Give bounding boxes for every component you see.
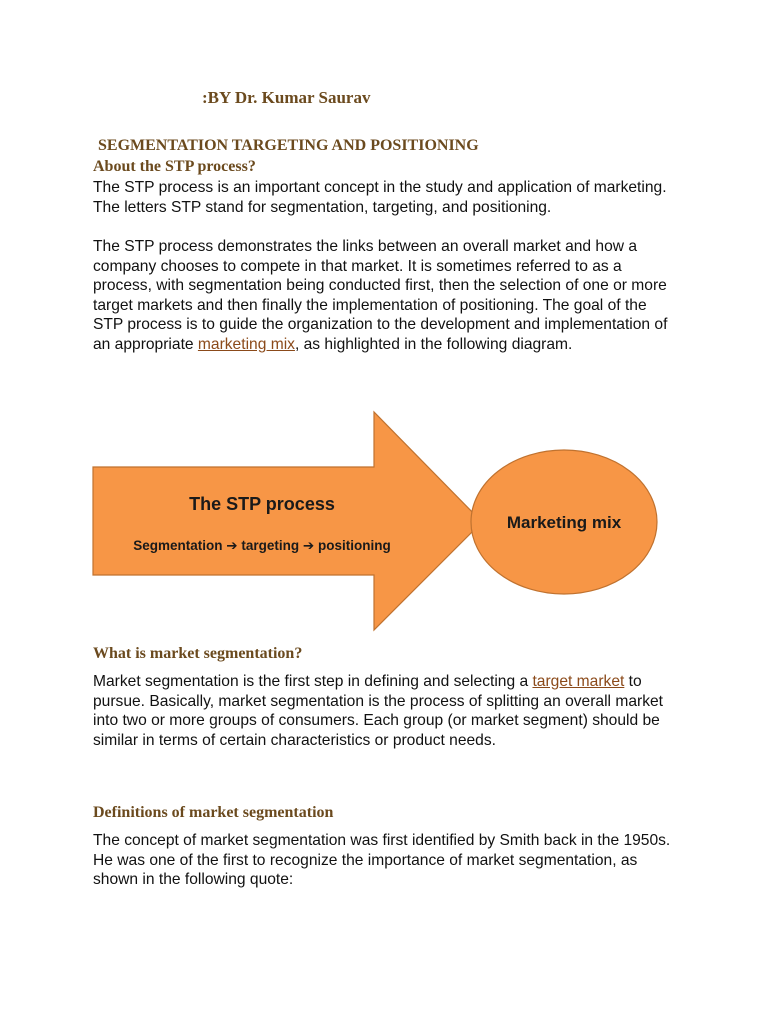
arrow-title: The STP process [189, 494, 335, 514]
definitions-paragraph: The concept of market segmentation was first identified by Smith back in the 1950s. He was one of the first to recognize the importance of market segmentation, as shown in the following quote: [93, 832, 671, 889]
stp-heading: About the STP process? [93, 158, 256, 175]
author-byline: :BY Dr. Kumar Saurav [202, 88, 371, 107]
stp-paragraph-2-tail: , as highlighted in the following diagram. [294, 335, 573, 353]
step-targeting: targeting [241, 538, 300, 553]
document-title: SEGMENTATION TARGETING AND POSITIONING [98, 137, 479, 154]
stp-paragraph-1: The STP process is an important concept in the study and application of marketing. The letters STP stand for segmentation, targeting, and positioning. [93, 179, 667, 216]
stp-arrow [93, 412, 482, 630]
marketing-mix-link[interactable]: marketing mix [197, 335, 295, 353]
stp-steps [133, 538, 390, 553]
definitions-heading: Definitions of market segmentation [93, 804, 334, 821]
step-segmentation: Segmentation [133, 538, 223, 553]
stp-paragraph-2 [93, 237, 673, 355]
stp-paragraph-2-text: The STP process demonstrates the links between an overall market and how a company chooses to compete in that market. It is sometimes referred to as a process, with segmentation being conducted first, then the selection of one or more target markets and then finally the implementation of positioning. The goal of the STP process is to guide the organization to the development and implementation of an appropriate [93, 238, 668, 353]
marketing-mix-label: Marketing mix [506, 513, 622, 532]
stp-diagram [90, 410, 660, 635]
segmentation-heading: What is market segmentation? [93, 645, 303, 662]
target-market-link[interactable]: target market [532, 673, 625, 690]
step-positioning: positioning [317, 538, 391, 553]
segmentation-paragraph [93, 672, 673, 750]
segmentation-paragraph-tail: to pursue. Basically, market segmentation is the process of splitting an overall market into two or more groups of consumers. Each group (or market segment) should be similar in terms of certain characteristics or product needs. [93, 673, 664, 749]
segmentation-paragraph-text: Market segmentation is the first step in defining and selecting a [93, 673, 533, 690]
arrow-glyph-2: ➔ [302, 538, 315, 553]
arrow-glyph-1: ➔ [226, 538, 238, 553]
